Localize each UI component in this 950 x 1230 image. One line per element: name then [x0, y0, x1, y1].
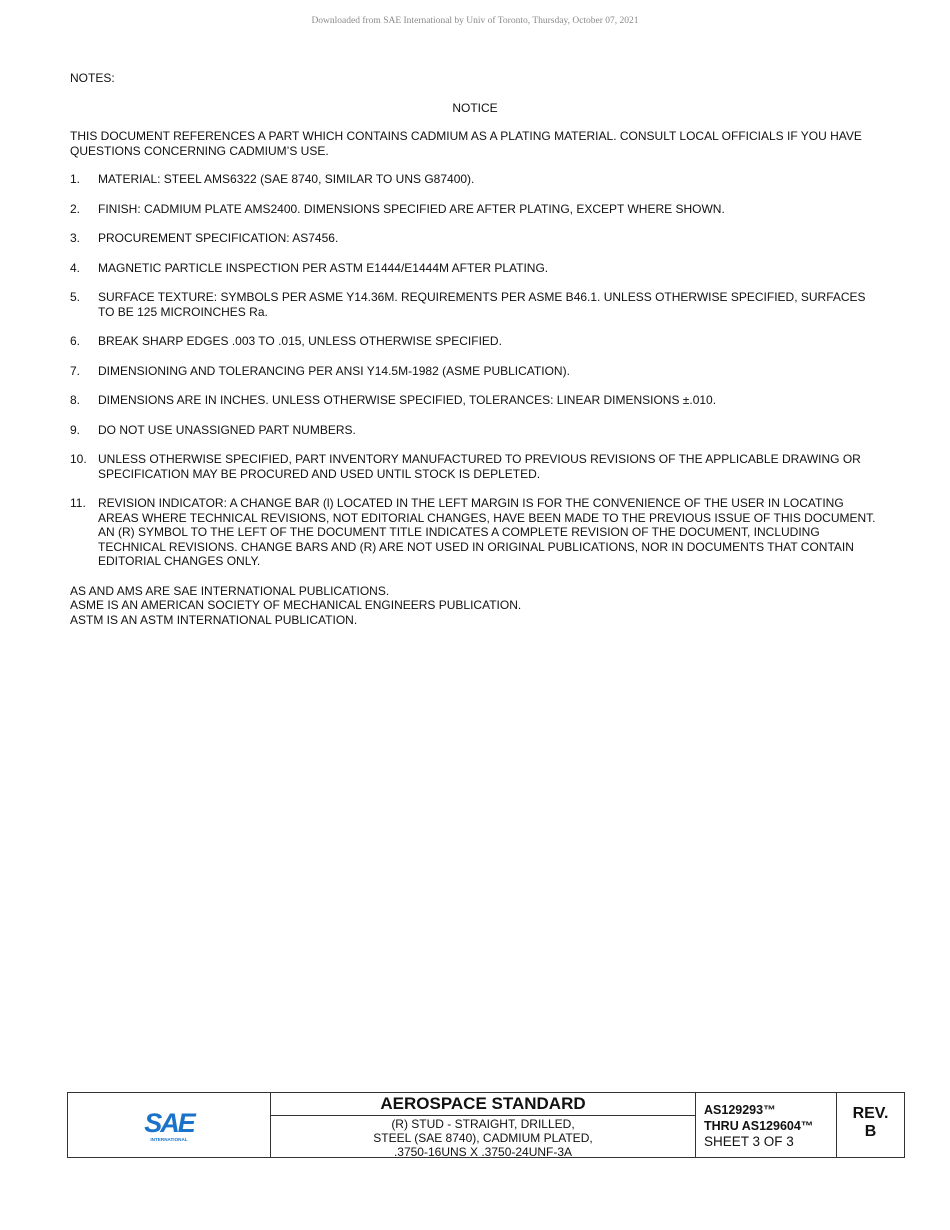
notice-title: NOTICE — [452, 100, 498, 115]
note-text: SURFACE TEXTURE: SYMBOLS PER ASME Y14.36M. REQUIREMENTS PER ASME B46.1. UNLESS OTHERWISE SPECIFIED, SURFACES TO BE 125 MICROINCHES Ra. — [98, 290, 866, 319]
note-text: UNLESS OTHERWISE SPECIFIED, PART INVENTORY MANUFACTURED TO PREVIOUS REVISIONS OF THE APPLICABLE DRAWING OR SPECIFICATION MAY BE PROCURED AND USED UNTIL STOCK IS DEPLETED. — [98, 452, 861, 481]
title-block — [67, 1092, 905, 1158]
note-text: MATERIAL: STEEL AMS6322 (SAE 8740, SIMILAR TO UNS G87400). — [98, 172, 475, 186]
note-number: 10. — [70, 452, 87, 466]
note-text: DO NOT USE UNASSIGNED PART NUMBERS. — [98, 422, 356, 437]
revision-cell — [837, 1093, 904, 1157]
note-item — [70, 496, 880, 569]
note-number: 1. — [70, 172, 81, 186]
note-number: 4. — [70, 260, 81, 275]
sheet-number: SHEET 3 OF 3 — [704, 1134, 794, 1149]
publication-line: AS AND AMS ARE SAE INTERNATIONAL PUBLICATIONS. — [70, 583, 390, 598]
note-text: FINISH: CADMIUM PLATE AMS2400. DIMENSIONS SPECIFIED ARE AFTER PLATING, EXCEPT WHERE SHOWN. — [98, 201, 725, 216]
note-number: 3. — [70, 231, 81, 245]
notes-section — [70, 71, 880, 627]
note-number: 6. — [70, 334, 81, 348]
note-item — [70, 452, 880, 481]
note-number: 2. — [70, 201, 81, 216]
note-item — [70, 290, 880, 319]
note-item — [70, 172, 880, 187]
description-line: .3750-16UNS X .3750-24UNF-3A — [393, 1145, 573, 1159]
standard-heading: AEROSPACE STANDARD — [271, 1093, 695, 1116]
notes-heading: NOTES: — [70, 71, 115, 85]
publication-line: ASTM IS AN ASTM INTERNATIONAL PUBLICATION. — [70, 612, 358, 627]
note-item — [70, 364, 880, 379]
note-number: 9. — [70, 422, 81, 437]
note-number: 11. — [70, 496, 86, 510]
note-number: 7. — [70, 363, 81, 378]
note-item — [70, 423, 880, 438]
sae-logo-letters: SAE — [144, 1108, 194, 1138]
note-text: DIMENSIONING AND TOLERANCING PER ANSI Y14.5M-1982 (ASME PUBLICATION). — [98, 363, 570, 378]
revision-label: REV. — [852, 1105, 889, 1122]
description-line: STEEL (SAE 8740), CADMIUM PLATED, — [373, 1131, 593, 1145]
publication-line: ASME IS AN AMERICAN SOCIETY OF MECHANICAL ENGINEERS PUBLICATION. — [70, 598, 522, 612]
note-item — [70, 261, 880, 276]
note-item — [70, 334, 880, 349]
note-text: MAGNETIC PARTICLE INSPECTION PER ASTM E1444/E1444M AFTER PLATING. — [98, 260, 549, 275]
note-item — [70, 393, 880, 408]
notice-text: THIS DOCUMENT REFERENCES A PART WHICH CONTAINS CADMIUM AS A PLATING MATERIAL. CONSULT LOCAL OFFICIALS IF YOU HAVE QUESTIONS CONCERNING CADMIUM’S USE. — [70, 129, 862, 158]
document-number-cell — [696, 1093, 837, 1157]
note-number: 8. — [70, 393, 81, 407]
document-number: AS129293™ — [704, 1103, 776, 1117]
document-number-range: THRU AS129604™ — [704, 1119, 814, 1133]
note-text: DIMENSIONS ARE IN INCHES. UNLESS OTHERWISE SPECIFIED, TOLERANCES: LINEAR DIMENSIONS ±.010. — [98, 393, 717, 407]
note-item — [70, 202, 880, 217]
sae-logo — [68, 1093, 271, 1157]
description-line: (R) STUD - STRAIGHT, DRILLED, — [391, 1117, 575, 1131]
note-text: BREAK SHARP EDGES .003 TO .015, UNLESS OTHERWISE SPECIFIED. — [98, 334, 502, 348]
note-number: 5. — [70, 290, 81, 304]
publications-list — [70, 584, 880, 628]
title-cell — [271, 1093, 696, 1157]
sae-logo-subtext: INTERNATIONAL — [150, 1137, 188, 1142]
sae-logo-icon — [139, 1105, 199, 1145]
notes-list — [70, 172, 880, 569]
note-text: REVISION INDICATOR: A CHANGE BAR (l) LOCATED IN THE LEFT MARGIN IS FOR THE CONVENIENCE OF THE USER IN LOCATING AREAS WHERE TECHNICAL REVISIONS, NOT EDITORIAL CHANGES, HAVE BEEN MADE TO THE PREVIOUS ISSUE OF THIS DOCUMENT. AN (R) SYMBOL TO THE LEFT OF THE DOCUMENT TITLE INDICATES A COMPLETE REVISION OF THE DOCUMENT, INCLUDING TECHNICAL REVISIONS. CHANGE BARS AND (R) ARE NOT USED IN ORIGINAL PUBLICATIONS, NOR IN DOCUMENTS THAT CONTAIN EDITORIAL CHANGES ONLY. — [98, 496, 876, 568]
download-watermark: Downloaded from SAE International by Univ of Toronto, Thursday, October 07, 2021 — [311, 16, 639, 26]
note-item — [70, 231, 880, 246]
revision-value: B — [864, 1123, 877, 1140]
part-description — [271, 1116, 695, 1159]
note-text: PROCUREMENT SPECIFICATION: AS7456. — [98, 231, 339, 245]
